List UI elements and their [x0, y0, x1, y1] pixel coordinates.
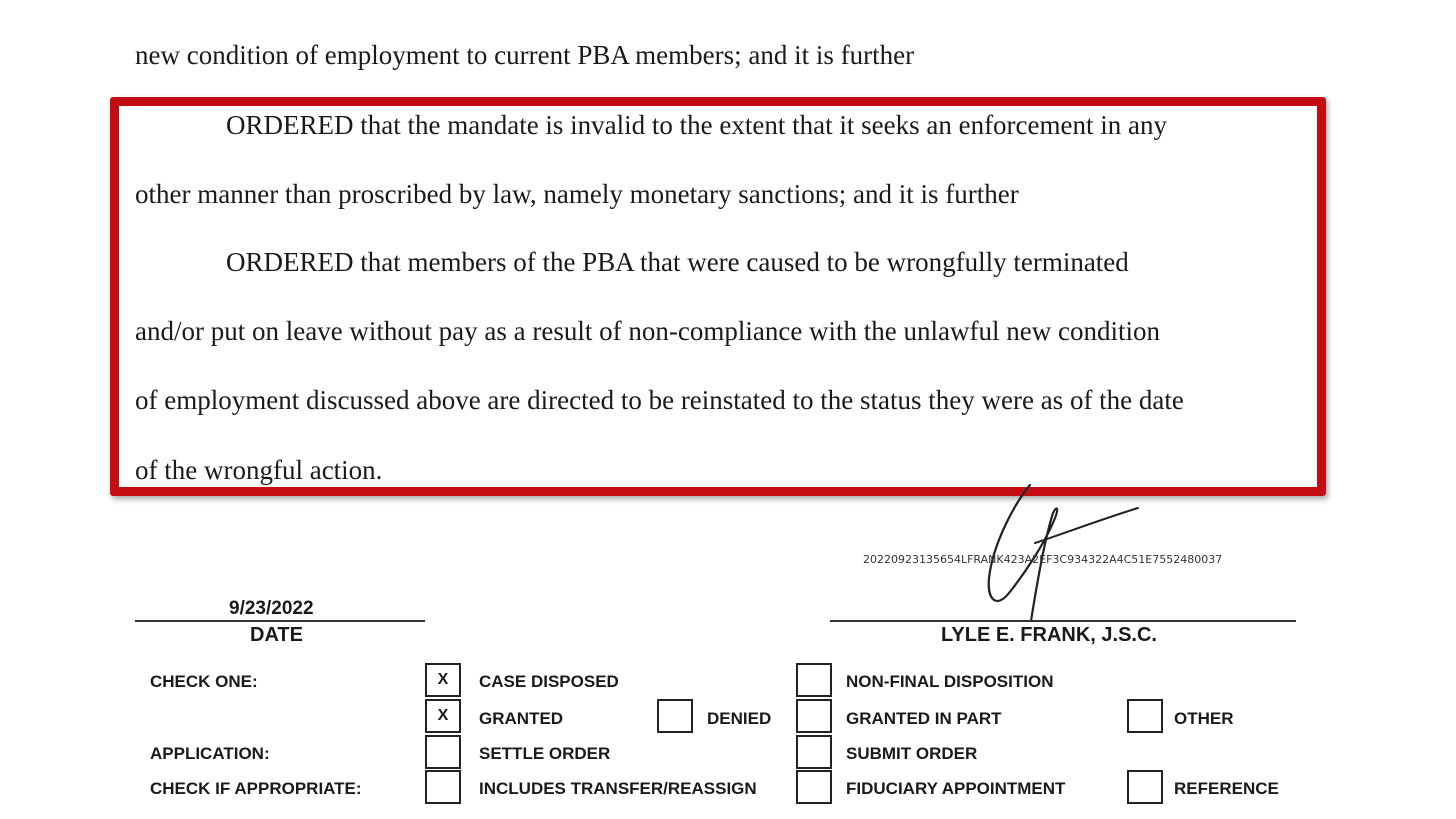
granted-checkbox[interactable]: X — [425, 699, 461, 733]
includes-transfer-checkbox[interactable] — [425, 770, 461, 804]
granted-label: GRANTED — [479, 709, 564, 728]
check-one-label: CHECK ONE: — [150, 672, 258, 691]
granted-in-part-checkbox[interactable] — [796, 699, 832, 733]
denied-checkbox[interactable] — [657, 699, 693, 733]
date-label: DATE — [250, 624, 303, 646]
date-value: 9/23/2022 — [229, 598, 314, 619]
fiduciary-label: FIDUCIARY APPOINTMENT — [846, 779, 1066, 798]
other-label: OTHER — [1174, 709, 1234, 728]
settle-order-checkbox[interactable] — [425, 735, 461, 769]
highlight-box — [110, 97, 1326, 496]
reference-checkbox[interactable] — [1127, 770, 1163, 804]
ordered-paragraph-2-line-1: ORDERED that members of the PBA that were caused to be wrongfully terminated — [226, 247, 1129, 277]
ordered-paragraph-2-line-2: and/or put on leave without pay as a result of non-compliance with the unlawful new condition — [135, 316, 1160, 346]
signature-line — [830, 620, 1296, 622]
ordered-paragraph-1-line-1: ORDERED that the mandate is invalid to the extent that it seeks an enforcement in any — [226, 110, 1167, 140]
ordered-paragraph-2-line-3: of employment discussed above are directed to be reinstated to the status they were as of the date — [135, 385, 1184, 415]
settle-order-label: SETTLE ORDER — [479, 744, 611, 763]
judge-name: LYLE E. FRANK, J.S.C. — [941, 624, 1157, 646]
application-label: APPLICATION: — [150, 744, 270, 763]
date-line — [135, 620, 425, 622]
denied-label: DENIED — [707, 709, 772, 728]
other-checkbox[interactable] — [1127, 699, 1163, 733]
signature-hash: 20220923135654LFRANK423A2EF3C934322A4C51E7552480037 — [863, 553, 1223, 566]
case-disposed-label: CASE DISPOSED — [479, 672, 619, 691]
text-line-intro: new condition of employment to current PBA members; and it is further — [135, 40, 915, 70]
reference-label: REFERENCE — [1174, 779, 1279, 798]
granted-in-part-label: GRANTED IN PART — [846, 709, 1002, 728]
submit-order-label: SUBMIT ORDER — [846, 744, 978, 763]
non-final-label: NON-FINAL DISPOSITION — [846, 672, 1054, 691]
case-disposed-checkbox[interactable]: X — [425, 663, 461, 697]
includes-transfer-label: INCLUDES TRANSFER/REASSIGN — [479, 779, 757, 798]
submit-order-checkbox[interactable] — [796, 735, 832, 769]
fiduciary-checkbox[interactable] — [796, 770, 832, 804]
ordered-paragraph-2-line-4: of the wrongful action. — [135, 455, 383, 485]
ordered-paragraph-1-line-2: other manner than proscribed by law, namely monetary sanctions; and it is further — [135, 179, 1019, 209]
check-if-appropriate-label: CHECK IF APPROPRIATE: — [150, 779, 362, 798]
non-final-checkbox[interactable] — [796, 663, 832, 697]
